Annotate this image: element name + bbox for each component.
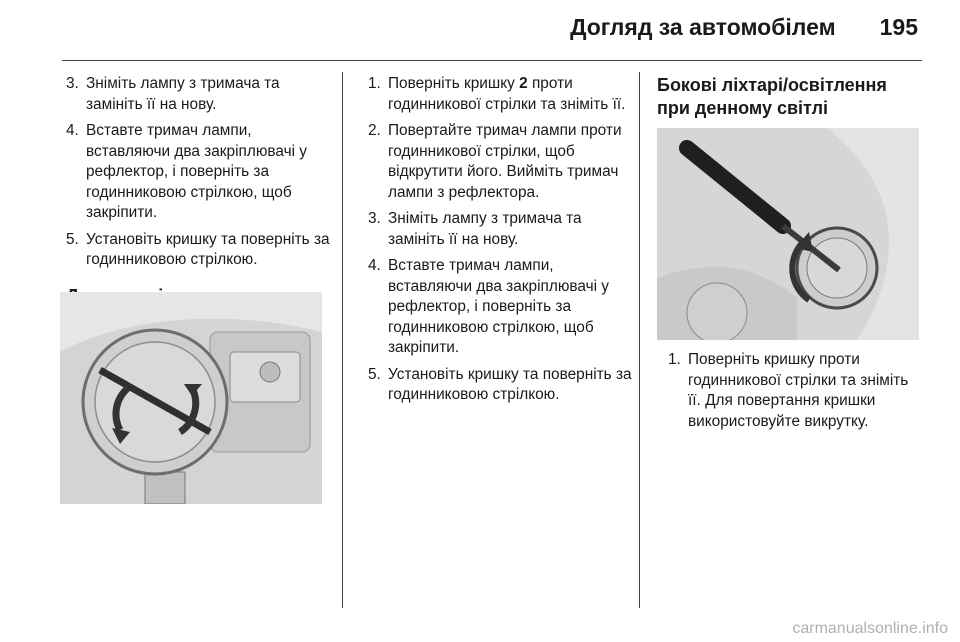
column-1 <box>66 74 332 322</box>
watermark: carmanualsonline.info <box>792 620 948 637</box>
list-item <box>368 121 634 203</box>
high-beam-figure <box>60 292 322 504</box>
step-text: Повертайте тримач лампи проти годинникової стрілки, щоб відкрутити його. Вийміть тримач лампи з рефлектора. <box>388 122 622 201</box>
step-text: Зніміть лампу з тримача та замініть її на нову. <box>86 75 280 113</box>
step-text: Поверніть кришку проти годинникової стрілки та зніміть її. Для повертання кришки використовуйте викрутку. <box>688 351 909 430</box>
list-item <box>368 256 634 359</box>
step-text: проти годинникової стрілки та зніміть її. <box>388 75 626 113</box>
list-item <box>668 350 920 432</box>
step-number: 5. <box>66 230 79 248</box>
steps-list-col1 <box>66 74 332 271</box>
step-text: Установіть кришку та поверніть за годинниковою стрілкою. <box>86 230 330 268</box>
column-divider-1 <box>342 72 343 608</box>
step-text: Зніміть лампу з тримача та замініть її на нову. <box>388 210 582 248</box>
steps-list-col2 <box>368 74 634 406</box>
list-item <box>66 230 332 271</box>
section-heading-side-lights: Бокові ліхтарі/освітлення при денному світлі <box>657 75 887 118</box>
page-number: 195 <box>879 14 918 40</box>
column-2 <box>368 74 634 412</box>
step-number: 3. <box>66 75 79 92</box>
step-text: Вставте тримач лампи, вставляючи два закріплювачі у рефлектор, і поверніть за годинниковою стрілкою, щоб закріпити. <box>86 122 308 221</box>
step-text: Вставте тримач лампи, вставляючи два закріплювачі у рефлектор, і поверніть за годинниковою стрілкою, щоб закріпити. <box>388 257 610 356</box>
step-number: 2. <box>368 122 381 139</box>
step-text: Поверніть кришку <box>388 75 520 92</box>
callout-number: 2 <box>519 75 528 92</box>
step-number: 1. <box>368 75 381 92</box>
page-header <box>0 14 918 41</box>
list-item <box>368 209 634 250</box>
screwdriver-illustration <box>657 128 919 340</box>
steps-list-col3 <box>668 350 920 432</box>
step-text: Установіть кришку та поверніть за годинниковою стрілкою. <box>388 365 632 403</box>
column-3-steps <box>668 350 920 438</box>
step-number: 1. <box>668 351 681 368</box>
side-light-figure <box>657 128 919 340</box>
list-item <box>368 365 634 406</box>
header-rule <box>62 60 922 61</box>
step-number: 4. <box>368 257 381 274</box>
column-divider-2 <box>639 72 640 608</box>
step-number: 3. <box>368 210 381 227</box>
step-number: 4. <box>66 122 79 139</box>
headlamp-cap-illustration <box>60 292 322 504</box>
list-item <box>66 74 332 115</box>
step-number: 5. <box>368 365 381 383</box>
page-title: Догляд за автомобілем <box>570 14 836 40</box>
list-item <box>66 121 332 224</box>
list-item <box>368 74 634 115</box>
column-3 <box>657 74 919 134</box>
